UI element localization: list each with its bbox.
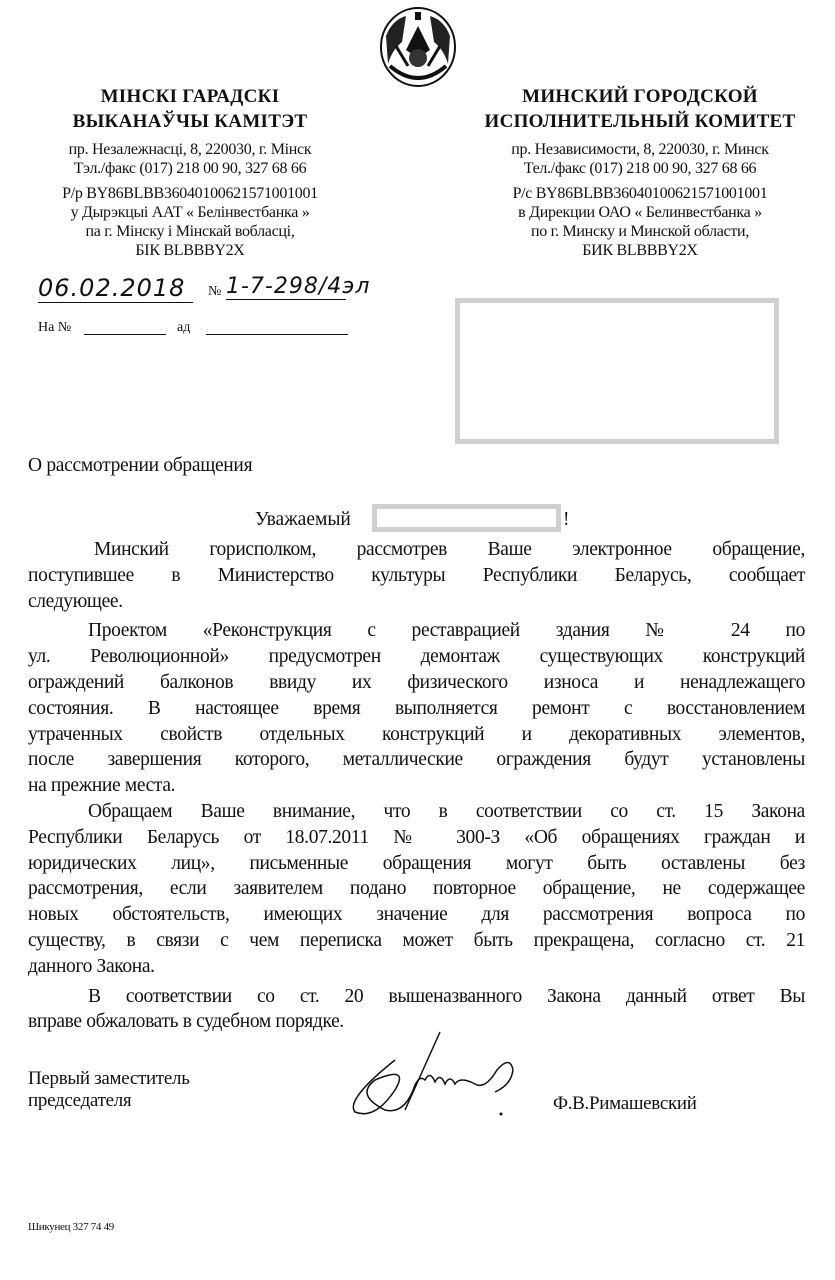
header-belarusian — [40, 84, 340, 260]
salutation-suffix: ! — [563, 509, 570, 530]
text-line: ул. Революционной» предусмотрен демонтаж существующих конструкций — [28, 646, 805, 668]
registration-number: 1-7-298/4эл — [226, 274, 371, 299]
header-russian — [475, 84, 805, 260]
position-line: председателя — [28, 1090, 132, 1111]
text-line: ограждений балконов ввиду их физического износа и ненадлежащего — [28, 671, 805, 693]
redacted-recipient-address — [455, 298, 779, 444]
org-phone: Тэл./факс (017) 218 00 90, 327 68 66 — [73, 160, 307, 177]
salutation-prefix: Уважаемый — [255, 509, 351, 530]
text-line: утраченных свойств отдельных конструкций и декоративных элементов, — [28, 723, 805, 745]
org-bank: у Дырэкцыі ААТ « Белінвестбанка » — [70, 204, 310, 221]
text-line: Проектом «Реконструкция с реставрацией здания № 24 по — [88, 620, 805, 642]
registration-date: 06.02.2018 — [38, 274, 193, 303]
org-bic: БІК BLBBBY2X — [135, 242, 245, 259]
org-title-line: МІНСКІ ГАРАДСКІ — [100, 86, 280, 107]
org-account: Р/р BY86BLBB36040100621571001001 — [62, 185, 318, 202]
text-line: после завершения которого, металлические ограждения будут установлены — [28, 749, 805, 771]
text-line: юридических лиц», письменные обращения могут быть оставлены без — [28, 852, 805, 874]
org-title-line: ВЫКАНАЎЧЫ КАМІТЭТ — [72, 111, 308, 132]
letter-subject: О рассмотрении обращения — [28, 455, 253, 476]
org-region: по г. Минску и Минской области, — [530, 223, 750, 240]
org-bank: в Дирекции ОАО « Белинвестбанка » — [518, 204, 762, 221]
text-line: новых обстоятельств, имеющих значение для рассмотрения вопроса по — [28, 904, 805, 926]
text-line: вправе обжаловать в судебном порядке. — [28, 1011, 344, 1033]
registration-number-label: № — [208, 284, 222, 299]
signatory-name: Ф.В.Римашевский — [553, 1093, 697, 1114]
org-phone: Тел./факс (017) 218 00 90, 327 68 66 — [523, 160, 757, 177]
reply-to-line — [84, 334, 166, 335]
text-line: Республики Беларусь от 18.07.2011 № 300-З «Об обращениях граждан и — [28, 826, 805, 848]
org-region: па г. Мінску і Мінскай вобласці, — [85, 223, 295, 240]
signatory-position — [28, 1068, 190, 1112]
paragraph — [28, 537, 805, 614]
text-line: на прежние места. — [28, 775, 176, 797]
position-line: Первый заместитель — [28, 1068, 190, 1089]
text-line: Обращаем Ваше внимание, что в соответствии со ст. 15 Закона — [88, 800, 805, 822]
text-line: рассмотрения, если заявителем подано повторное обращение, не содержащее — [28, 878, 805, 900]
paragraph — [28, 984, 805, 1036]
org-title-line: МИНСКИЙ ГОРОДСКОЙ — [522, 86, 758, 107]
text-line: Минский горисполком, рассмотрев Ваше электронное обращение, — [94, 539, 805, 560]
text-line: следующее. — [28, 590, 123, 612]
redacted-recipient-name — [372, 504, 561, 532]
text-line: поступившее в Министерство культуры Республики Беларусь, сообщает — [28, 564, 805, 586]
text-line: существу, в связи с чем переписка может быть прекращена, согласно ст. 21 — [28, 929, 805, 951]
org-address: пр. Незалежнасці, 8, 220030, г. Мінск — [68, 141, 312, 158]
executor-contact: Шикунец 327 74 49 — [28, 1221, 114, 1233]
paragraph — [28, 799, 805, 980]
org-account: Р/с BY86BLBB36040100621571001001 — [512, 185, 768, 202]
letter-body — [28, 537, 805, 1035]
org-address: пр. Независимости, 8, 220030, г. Минск — [511, 141, 769, 158]
coat-of-arms-emblem — [378, 6, 458, 88]
text-line: В соответствии со ст. 20 вышеназванного Закона данный ответ Вы — [88, 985, 805, 1007]
reply-from-line — [206, 334, 348, 335]
org-bic: БИК BLBBBY2X — [582, 242, 698, 259]
org-title-line: ИСПОЛНИТЕЛЬНЫЙ КОМИТЕТ — [484, 111, 796, 132]
reply-from-label: ад — [177, 320, 191, 335]
text-line: данного Закона. — [28, 955, 155, 977]
text-line: состояния. В настоящее время выполняется ремонт с восстановлением — [28, 697, 805, 719]
handwritten-signature — [335, 1030, 525, 1120]
paragraph — [28, 618, 805, 799]
reply-to-label: На № — [38, 320, 72, 335]
